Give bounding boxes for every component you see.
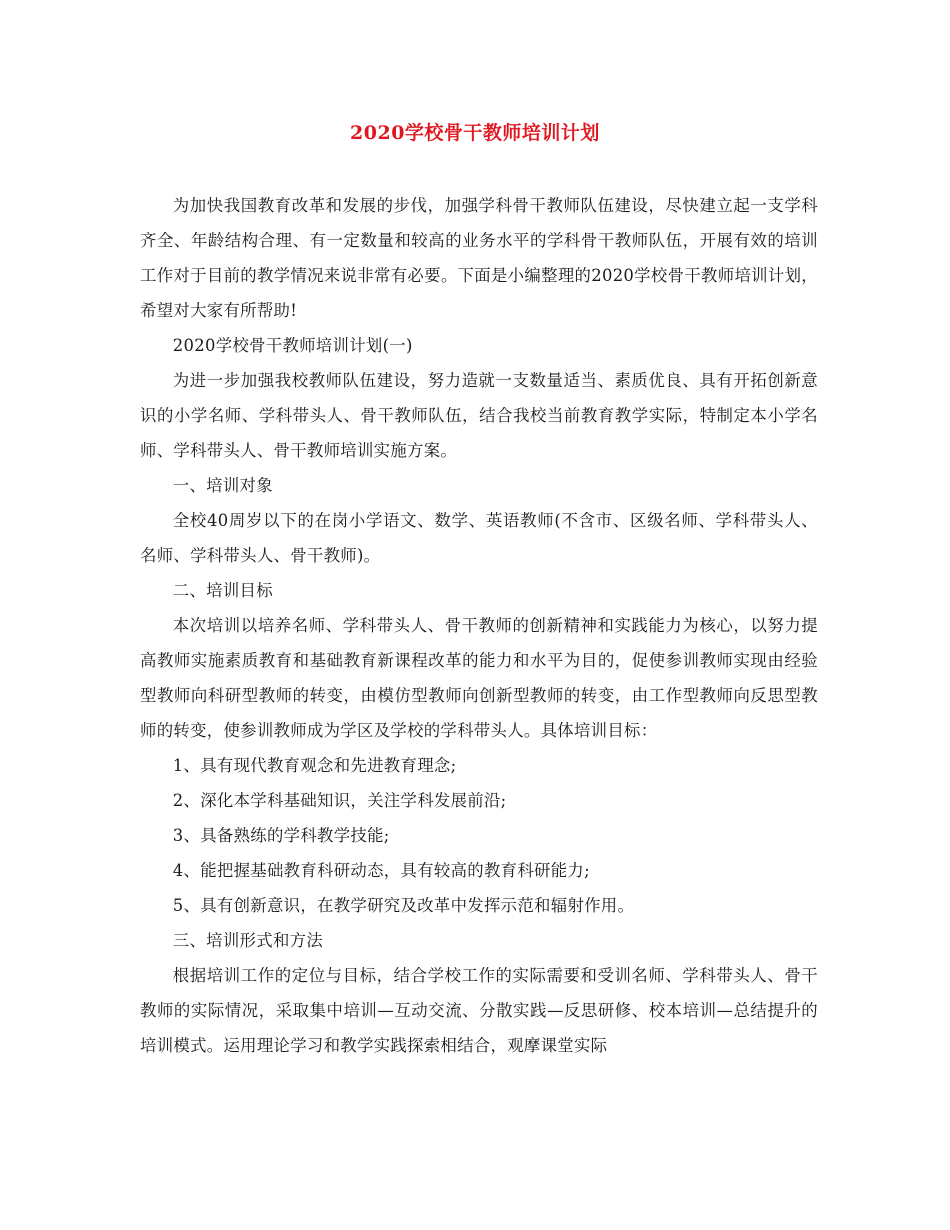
section-heading-methods: 三、培训形式和方法 <box>172 931 324 950</box>
document-title: 2020学校骨干教师培训计划 <box>350 122 600 144</box>
section-heading-goals: 二、培训目标 <box>172 581 273 600</box>
goal-item-1: 1、具有现代教育观念和先进教育理念; <box>172 756 457 775</box>
methods-paragraph: 根据培训工作的定位与目标，结合学校工作的实际需要和受训名师、学科带头人、骨干教师的实际情况，采取集中培训—互动交流、分散实践—反思研修、校本培训—总结提升的培训模式。运用理论学习和教学实践探索相结合，观摩课堂实际 <box>140 966 818 1055</box>
goal-item-5: 5、具有创新意识，在教学研究及改革中发挥示范和辐射作用。 <box>172 896 635 915</box>
intro-paragraph: 为加快我国教育改革和发展的步伐，加强学科骨干教师队伍建设，尽快建立起一支学科齐全、年龄结构合理、有一定数量和较高的业务水平的学科骨干教师队伍，开展有效的培训工作对于目前的教学情况来说非常有必要。下面是小编整理的2020学校骨干教师培训计划，希望对大家有所帮助! <box>140 196 818 320</box>
targets-paragraph: 全校40周岁以下的在岗小学语文、数学、英语教师(不含市、区级名师、学科带头人、名师、学科带头人、骨干教师)。 <box>140 511 818 565</box>
goal-item-2: 2、深化本学科基础知识，关注学科发展前沿; <box>172 791 507 810</box>
goals-paragraph: 本次培训以培养名师、学科带头人、骨干教师的创新精神和实践能力为核心，以努力提高教师实施素质教育和基础教育新课程改革的能力和水平为目的，促使参训教师实现由经验型教师向科研型教师的转变，由模仿型教师向创新型教师的转变，由工作型教师向反思型教师的转变，使参训教师成为学区及学校的学科带头人。具体培训目标： <box>140 616 818 740</box>
section-heading-targets: 一、培训对象 <box>172 476 273 495</box>
goal-item-3: 3、具备熟练的学科教学技能; <box>172 826 390 845</box>
goal-item-4: 4、能把握基础教育科研动态，具有较高的教育科研能力; <box>172 861 590 880</box>
plan-subtitle: 2020学校骨干教师培训计划(一) <box>172 336 413 355</box>
purpose-paragraph: 为进一步加强我校教师队伍建设，努力造就一支数量适当、素质优良、具有开拓创新意识的小学名师、学科带头人、骨干教师队伍，结合我校当前教育教学实际，特制定本小学名师、学科带头人、骨干教师培训实施方案。 <box>140 371 818 460</box>
document-body <box>140 188 818 1063</box>
